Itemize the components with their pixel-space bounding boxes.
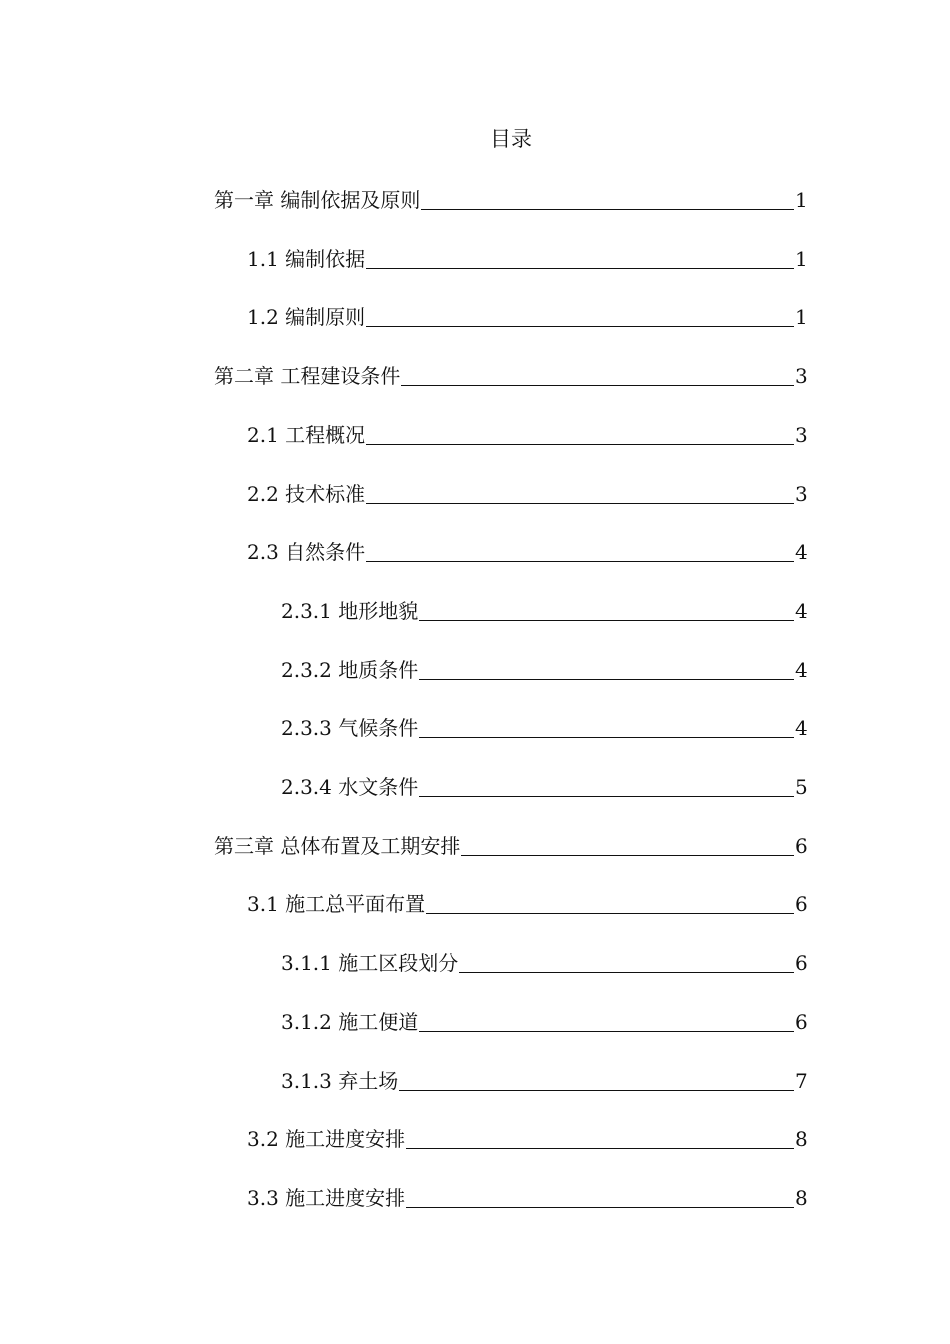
toc-entry[interactable] xyxy=(247,1121,807,1151)
toc-page-number: 3 xyxy=(795,482,808,506)
toc-entry-label: 2.3.2 地质条件 xyxy=(281,658,419,682)
toc-entry[interactable] xyxy=(281,593,807,623)
toc-page-number: 4 xyxy=(795,599,808,623)
toc-entry[interactable] xyxy=(247,1180,807,1210)
toc-entry[interactable] xyxy=(247,476,807,506)
toc-page-number: 6 xyxy=(795,834,808,858)
toc-leader-line xyxy=(419,736,794,738)
toc-page-number: 5 xyxy=(795,775,808,799)
toc-page-number: 1 xyxy=(795,305,808,329)
toc-leader-line xyxy=(426,912,794,914)
toc-entry-label: 1.2 编制原则 xyxy=(247,305,366,329)
toc-entry[interactable] xyxy=(247,534,807,564)
toc-page-number: 6 xyxy=(795,951,808,975)
toc-entry-label: 3.1 施工总平面布置 xyxy=(247,892,426,916)
toc-leader-line xyxy=(366,267,794,269)
toc-entry-label: 3.2 施工进度安排 xyxy=(247,1127,406,1151)
toc-page-number: 1 xyxy=(795,188,808,212)
toc-leader-line xyxy=(366,560,794,562)
toc-leader-line xyxy=(366,325,794,327)
toc-leader-line xyxy=(406,1206,794,1208)
toc-title: 目录 xyxy=(490,127,532,151)
toc-entry-label: 2.3 自然条件 xyxy=(247,540,366,564)
toc-entry[interactable] xyxy=(281,1063,807,1093)
toc-entry-label: 3.1.2 施工便道 xyxy=(281,1010,419,1034)
toc-page-number: 8 xyxy=(795,1186,808,1210)
toc-leader-line xyxy=(366,443,794,445)
toc-entry[interactable] xyxy=(281,769,807,799)
toc-entry-label: 第一章 编制依据及原则 xyxy=(214,188,421,212)
toc-leader-line xyxy=(419,678,794,680)
toc-entry-label: 2.3.4 水文条件 xyxy=(281,775,419,799)
toc-entry[interactable] xyxy=(281,1004,807,1034)
toc-leader-line xyxy=(399,1089,794,1091)
toc-entry[interactable] xyxy=(281,710,807,740)
toc-leader-line xyxy=(419,619,794,621)
toc-entry[interactable] xyxy=(281,945,807,975)
toc-leader-line xyxy=(366,502,794,504)
toc-entry-label: 3.1.1 施工区段划分 xyxy=(281,951,459,975)
toc-leader-line xyxy=(421,208,794,210)
toc-entry[interactable] xyxy=(247,417,807,447)
toc-entry[interactable] xyxy=(247,241,807,271)
toc-entry-label: 1.1 编制依据 xyxy=(247,247,366,271)
toc-entry[interactable] xyxy=(214,358,807,388)
toc-entry-label: 2.3.3 气候条件 xyxy=(281,716,419,740)
toc-page-number: 4 xyxy=(795,540,808,564)
toc-entry-label: 第二章 工程建设条件 xyxy=(214,364,401,388)
toc-entry-label: 2.1 工程概况 xyxy=(247,423,366,447)
toc-leader-line xyxy=(419,1030,794,1032)
toc-leader-line xyxy=(406,1147,794,1149)
toc-page-number: 8 xyxy=(795,1127,808,1151)
toc-leader-line xyxy=(459,971,794,973)
toc-entry[interactable] xyxy=(247,886,807,916)
toc-entry-label: 3.1.3 弃土场 xyxy=(281,1069,399,1093)
toc-page-number: 4 xyxy=(795,716,808,740)
toc-entry-label: 2.2 技术标准 xyxy=(247,482,366,506)
toc-leader-line xyxy=(419,795,794,797)
toc-entry-label: 3.3 施工进度安排 xyxy=(247,1186,406,1210)
toc-page-number: 6 xyxy=(795,892,808,916)
toc-entry-label: 2.3.1 地形地貌 xyxy=(281,599,419,623)
toc-leader-line xyxy=(401,384,794,386)
toc-leader-line xyxy=(461,854,794,856)
toc-page-number: 7 xyxy=(795,1069,808,1093)
toc-page-number: 3 xyxy=(795,364,808,388)
toc-entry-label: 第三章 总体布置及工期安排 xyxy=(214,834,461,858)
toc-entry[interactable] xyxy=(281,652,807,682)
toc-entry[interactable] xyxy=(214,828,807,858)
toc-page-number: 3 xyxy=(795,423,808,447)
toc-page-number: 4 xyxy=(795,658,808,682)
toc-page-number: 1 xyxy=(795,247,808,271)
toc-entry[interactable] xyxy=(214,182,807,212)
toc-entry[interactable] xyxy=(247,299,807,329)
toc-page-number: 6 xyxy=(795,1010,808,1034)
